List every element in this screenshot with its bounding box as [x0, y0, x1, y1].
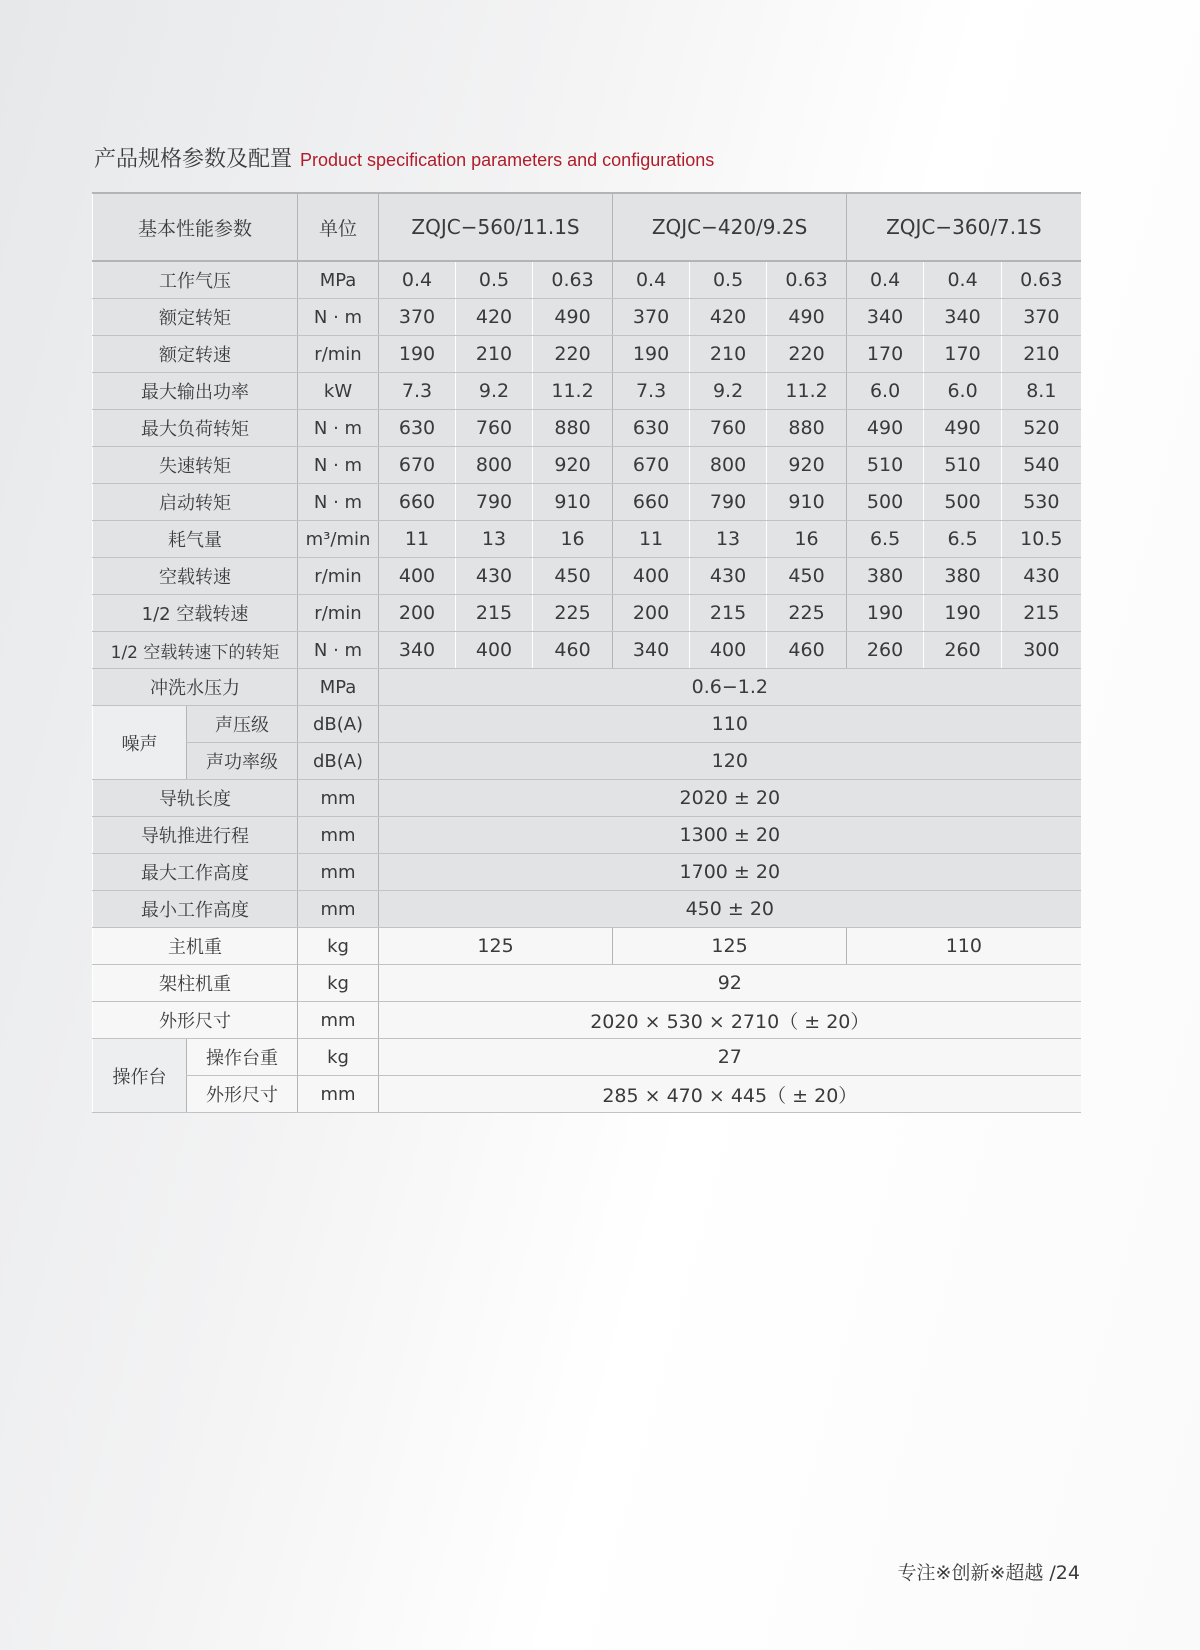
table-row — [93, 484, 1081, 521]
row-value: 1300 ± 20 — [379, 817, 1081, 854]
row-label: 声压级 — [187, 706, 298, 743]
row-value: 11 — [613, 521, 690, 558]
row-value: 125 — [379, 928, 613, 965]
row-value: 400 — [613, 558, 690, 595]
row-value: 260 — [847, 632, 924, 669]
section-heading — [94, 142, 714, 173]
row-value: 285 × 470 × 445（ ± 20） — [379, 1076, 1081, 1113]
row-value: 0.4 — [924, 261, 1002, 299]
row-value: 120 — [379, 743, 1081, 780]
table-row — [93, 261, 1081, 299]
header-model: ZQJC−560/11.1S — [379, 193, 613, 261]
row-value: 380 — [847, 558, 924, 595]
row-label: 导轨推进行程 — [93, 817, 298, 854]
row-unit: kg — [298, 1039, 379, 1076]
row-value: 11.2 — [767, 373, 847, 410]
row-value: 2020 × 530 × 2710（ ± 20） — [379, 1002, 1081, 1039]
row-unit: r/min — [298, 595, 379, 632]
row-value: 110 — [847, 928, 1081, 965]
row-value: 430 — [1002, 558, 1081, 595]
row-value: 510 — [924, 447, 1002, 484]
row-label: 操作台重 — [187, 1039, 298, 1076]
row-value: 225 — [533, 595, 613, 632]
row-unit: kg — [298, 965, 379, 1002]
row-value: 490 — [767, 299, 847, 336]
row-value: 400 — [456, 632, 533, 669]
row-value: 170 — [924, 336, 1002, 373]
row-label: 1/2 空载转速下的转矩 — [93, 632, 298, 669]
row-label: 工作气压 — [93, 261, 298, 299]
row-value: 670 — [379, 447, 456, 484]
row-value: 9.2 — [456, 373, 533, 410]
group-label: 操作台 — [93, 1039, 187, 1113]
row-value: 200 — [379, 595, 456, 632]
row-value: 215 — [456, 595, 533, 632]
row-value: 450 — [533, 558, 613, 595]
row-value: 790 — [456, 484, 533, 521]
table-row — [93, 1002, 1081, 1039]
row-unit: mm — [298, 780, 379, 817]
row-value: 16 — [533, 521, 613, 558]
table-row — [93, 854, 1081, 891]
row-value: 490 — [847, 410, 924, 447]
row-value: 200 — [613, 595, 690, 632]
row-label: 导轨长度 — [93, 780, 298, 817]
row-value: 210 — [1002, 336, 1081, 373]
table-row — [93, 706, 1081, 743]
table-row — [93, 299, 1081, 336]
row-label: 耗气量 — [93, 521, 298, 558]
row-value: 490 — [924, 410, 1002, 447]
row-value: 0.4 — [379, 261, 456, 299]
row-value: 370 — [1002, 299, 1081, 336]
table-row — [93, 743, 1081, 780]
heading-en: Product specification parameters and configurations — [300, 150, 715, 170]
row-unit: N · m — [298, 299, 379, 336]
row-value: 6.0 — [924, 373, 1002, 410]
row-label: 外形尺寸 — [187, 1076, 298, 1113]
row-unit: dB(A) — [298, 743, 379, 780]
row-value: 500 — [924, 484, 1002, 521]
table-row — [93, 595, 1081, 632]
row-value: 0.4 — [847, 261, 924, 299]
row-value: 430 — [456, 558, 533, 595]
table-row — [93, 373, 1081, 410]
row-value: 630 — [379, 410, 456, 447]
row-value: 460 — [533, 632, 613, 669]
row-value: 340 — [613, 632, 690, 669]
row-label: 最大输出功率 — [93, 373, 298, 410]
row-label: 架柱机重 — [93, 965, 298, 1002]
table-row — [93, 928, 1081, 965]
row-value: 0.5 — [690, 261, 767, 299]
row-label: 空载转速 — [93, 558, 298, 595]
row-value: 500 — [847, 484, 924, 521]
table-row — [93, 669, 1081, 706]
row-value: 370 — [613, 299, 690, 336]
row-value: 920 — [533, 447, 613, 484]
row-value: 340 — [379, 632, 456, 669]
row-value: 8.1 — [1002, 373, 1081, 410]
row-value: 210 — [456, 336, 533, 373]
row-value: 16 — [767, 521, 847, 558]
header-model: ZQJC−420/9.2S — [613, 193, 847, 261]
row-value: 220 — [533, 336, 613, 373]
row-value: 7.3 — [613, 373, 690, 410]
row-value: 520 — [1002, 410, 1081, 447]
row-unit: N · m — [298, 447, 379, 484]
row-value: 190 — [613, 336, 690, 373]
table-row — [93, 1076, 1081, 1113]
row-unit: mm — [298, 891, 379, 928]
row-value: 190 — [847, 595, 924, 632]
row-value: 340 — [847, 299, 924, 336]
row-value: 800 — [456, 447, 533, 484]
header-unit: 单位 — [298, 193, 379, 261]
table-row — [93, 891, 1081, 928]
header-model: ZQJC−360/7.1S — [847, 193, 1081, 261]
row-label: 启动转矩 — [93, 484, 298, 521]
row-value: 13 — [456, 521, 533, 558]
row-value: 225 — [767, 595, 847, 632]
row-value: 220 — [767, 336, 847, 373]
row-unit: MPa — [298, 261, 379, 299]
row-value: 0.63 — [1002, 261, 1081, 299]
row-value: 0.5 — [456, 261, 533, 299]
row-value: 92 — [379, 965, 1081, 1002]
row-value: 450 ± 20 — [379, 891, 1081, 928]
row-value: 0.6−1.2 — [379, 669, 1081, 706]
row-value: 190 — [379, 336, 456, 373]
table-row — [93, 1039, 1081, 1076]
row-value: 125 — [613, 928, 847, 965]
row-unit: MPa — [298, 669, 379, 706]
row-value: 880 — [767, 410, 847, 447]
row-label: 主机重 — [93, 928, 298, 965]
row-value: 11 — [379, 521, 456, 558]
row-label: 声功率级 — [187, 743, 298, 780]
row-value: 0.4 — [613, 261, 690, 299]
row-value: 490 — [533, 299, 613, 336]
row-value: 0.63 — [533, 261, 613, 299]
row-unit: mm — [298, 817, 379, 854]
row-value: 6.0 — [847, 373, 924, 410]
row-value: 420 — [690, 299, 767, 336]
table-row — [93, 521, 1081, 558]
row-unit: N · m — [298, 484, 379, 521]
row-label: 最小工作高度 — [93, 891, 298, 928]
row-value: 880 — [533, 410, 613, 447]
row-value: 370 — [379, 299, 456, 336]
row-value: 340 — [924, 299, 1002, 336]
table-row — [93, 632, 1081, 669]
row-unit: N · m — [298, 410, 379, 447]
table-row — [93, 817, 1081, 854]
table-row — [93, 336, 1081, 373]
row-value: 760 — [456, 410, 533, 447]
row-value: 215 — [1002, 595, 1081, 632]
header-param: 基本性能参数 — [93, 193, 298, 261]
row-unit: kW — [298, 373, 379, 410]
table-header-row — [93, 193, 1081, 261]
row-value: 110 — [379, 706, 1081, 743]
row-label: 最大负荷转矩 — [93, 410, 298, 447]
row-value: 2020 ± 20 — [379, 780, 1081, 817]
row-value: 910 — [533, 484, 613, 521]
row-value: 1700 ± 20 — [379, 854, 1081, 891]
row-unit: mm — [298, 1076, 379, 1113]
row-value: 170 — [847, 336, 924, 373]
spec-table — [92, 192, 1081, 1113]
row-unit: N · m — [298, 632, 379, 669]
row-value: 13 — [690, 521, 767, 558]
row-label: 额定转矩 — [93, 299, 298, 336]
row-value: 540 — [1002, 447, 1081, 484]
table-row — [93, 410, 1081, 447]
row-value: 7.3 — [379, 373, 456, 410]
page-footer: 专注※创新※超越 /24 — [897, 1562, 1080, 1584]
table-row — [93, 558, 1081, 595]
row-value: 910 — [767, 484, 847, 521]
row-unit: mm — [298, 1002, 379, 1039]
row-value: 0.63 — [767, 261, 847, 299]
table-row — [93, 780, 1081, 817]
row-value: 630 — [613, 410, 690, 447]
row-value: 300 — [1002, 632, 1081, 669]
row-value: 400 — [690, 632, 767, 669]
row-value: 660 — [379, 484, 456, 521]
heading-zh: 产品规格参数及配置 — [94, 147, 293, 172]
row-value: 790 — [690, 484, 767, 521]
row-value: 10.5 — [1002, 521, 1081, 558]
row-unit: r/min — [298, 336, 379, 373]
row-value: 380 — [924, 558, 1002, 595]
row-unit: dB(A) — [298, 706, 379, 743]
row-value: 450 — [767, 558, 847, 595]
row-value: 760 — [690, 410, 767, 447]
row-unit: m³/min — [298, 521, 379, 558]
row-value: 530 — [1002, 484, 1081, 521]
row-value: 400 — [379, 558, 456, 595]
row-label: 外形尺寸 — [93, 1002, 298, 1039]
row-unit: r/min — [298, 558, 379, 595]
row-value: 210 — [690, 336, 767, 373]
row-value: 6.5 — [847, 521, 924, 558]
row-value: 430 — [690, 558, 767, 595]
table-row — [93, 447, 1081, 484]
row-value: 6.5 — [924, 521, 1002, 558]
row-value: 670 — [613, 447, 690, 484]
row-value: 800 — [690, 447, 767, 484]
row-value: 215 — [690, 595, 767, 632]
row-unit: mm — [298, 854, 379, 891]
row-value: 260 — [924, 632, 1002, 669]
row-value: 27 — [379, 1039, 1081, 1076]
row-value: 420 — [456, 299, 533, 336]
row-label: 额定转速 — [93, 336, 298, 373]
row-value: 190 — [924, 595, 1002, 632]
row-value: 460 — [767, 632, 847, 669]
row-value: 510 — [847, 447, 924, 484]
group-label: 噪声 — [93, 706, 187, 780]
row-value: 9.2 — [690, 373, 767, 410]
row-value: 11.2 — [533, 373, 613, 410]
row-label: 失速转矩 — [93, 447, 298, 484]
table-row — [93, 965, 1081, 1002]
row-value: 920 — [767, 447, 847, 484]
row-label: 1/2 空载转速 — [93, 595, 298, 632]
row-label: 冲洗水压力 — [93, 669, 298, 706]
row-label: 最大工作高度 — [93, 854, 298, 891]
row-unit: kg — [298, 928, 379, 965]
row-value: 660 — [613, 484, 690, 521]
